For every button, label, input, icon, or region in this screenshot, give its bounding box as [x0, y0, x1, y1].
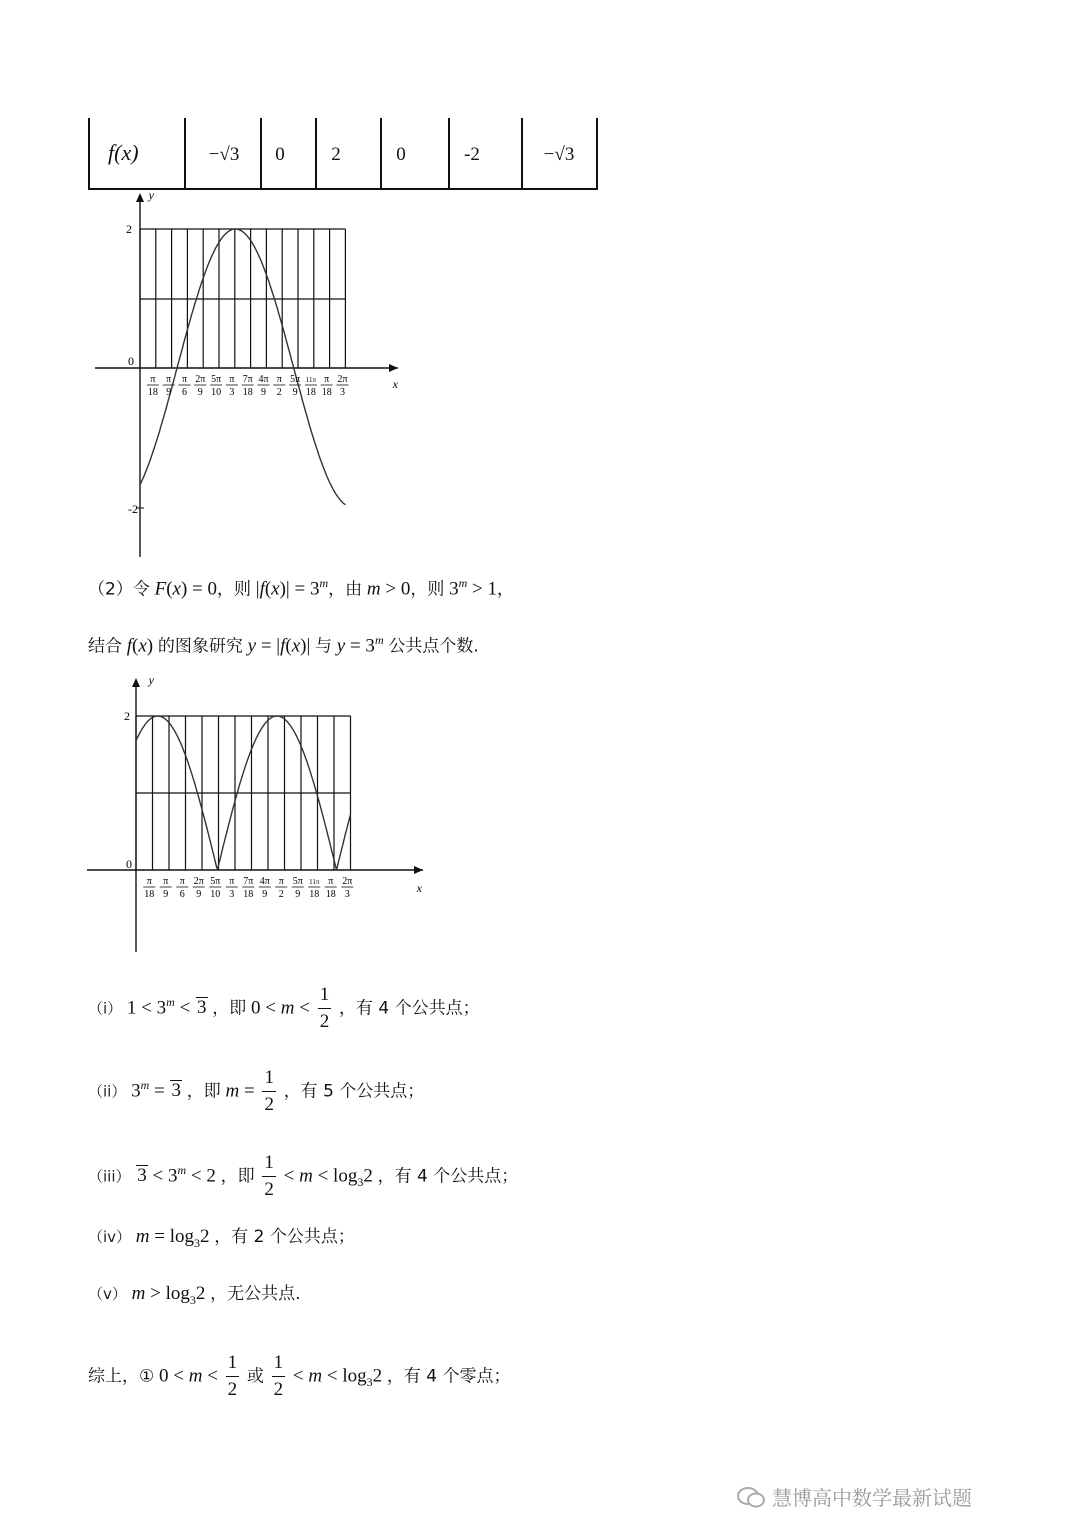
x-tick-denominator: 18	[243, 889, 254, 900]
graph-lines	[87, 680, 423, 952]
x-tick-numerator: π	[229, 374, 235, 385]
x-tick-numerator: 4π	[258, 374, 269, 385]
x-tick-numerator: 4π	[259, 876, 270, 887]
x-tick-denominator: 18	[325, 889, 336, 900]
x-tick-numerator: 7π	[243, 876, 254, 887]
x-arrow	[389, 364, 398, 372]
x-tick-denominator: 2	[276, 387, 282, 398]
x-tick-denominator: 18	[321, 387, 332, 398]
case-iii: （iii） $3 < 3^m < 2$ ，即 $\frac{1}{2}$ < $m < \log_32$ ，有 4 个公共点；	[88, 1152, 519, 1200]
table-cell: 0	[396, 144, 406, 165]
x-tick-numerator: π	[150, 374, 156, 385]
value-table	[86, 118, 601, 192]
y-tick-2: 2	[124, 709, 130, 723]
case-v: （v） $m > \log_32$ ，无公共点.	[88, 1283, 301, 1307]
part2-line: （2）令 F(x) = 0，则 $|f(x)| = 3^m$，由 m > 0，则 $3^m > 1$，	[88, 576, 514, 600]
x-tick-numerator: 5π	[292, 876, 303, 887]
summary-line: 综上，① 0 < m < $\frac{1}{2}$ 或 $\frac{1}{2}$ < $m < \log_32$ ，有 4 个零点；	[88, 1352, 511, 1400]
sine-graph	[80, 185, 420, 565]
x-tick-denominator: 3	[340, 387, 345, 398]
x-tick-numerator: 5π	[290, 374, 301, 385]
x-tick-numerator: 7π	[242, 374, 253, 385]
y-tick-neg2: -2	[128, 502, 138, 516]
case-i: （i） $1 < 3^m < 3$ ，即 0 < m < $\frac{1}{2}$ ，有 4 个公共点；	[88, 984, 480, 1032]
x-tick-numerator: π	[181, 374, 188, 385]
x-tick-numerator: 11π	[305, 376, 317, 384]
x-tick-denominator: 18	[242, 387, 253, 398]
x-tick-denominator: 9	[262, 889, 268, 900]
y-tick-0: 0	[128, 354, 134, 368]
x-tick-numerator: π	[179, 876, 185, 887]
x-tick-numerator: π	[278, 876, 284, 887]
x-tick-numerator: π	[229, 876, 235, 887]
x-tick-numerator: π	[146, 876, 152, 887]
x-tick-denominator: 9	[295, 889, 301, 900]
x-tick-numerator: 2π	[195, 374, 206, 385]
x-tick-denominator: 3	[229, 889, 235, 900]
x-tick-numerator: 2π	[337, 374, 348, 385]
x-tick-numerator: π	[163, 876, 169, 887]
x-tick-denominator: 9	[166, 387, 172, 398]
x-tick-denominator: 18	[147, 387, 158, 398]
table-cell: 0	[275, 144, 285, 165]
table-cell: −√3	[208, 144, 240, 165]
y-tick-2: 2	[126, 222, 132, 236]
x-tick-numerator: π	[166, 374, 172, 385]
abs-sine-graph	[80, 670, 440, 955]
x-tick-numerator: 5π	[211, 374, 222, 385]
x-tick-denominator: 10	[210, 889, 221, 900]
x-tick-numerator: 2π	[193, 876, 204, 887]
x-tick-denominator: 18	[144, 889, 155, 900]
x-tick-numerator: 5π	[210, 876, 221, 887]
x-tick-numerator: 2π	[342, 876, 353, 887]
y-axis-label: y	[148, 188, 154, 202]
x-axis-label: x	[416, 881, 422, 895]
wechat-icon	[736, 1485, 766, 1509]
table-cell: −√3	[543, 144, 575, 165]
x-tick-denominator: 18	[305, 387, 316, 398]
x-arrow	[414, 866, 423, 874]
table-cell: -2	[464, 144, 480, 165]
x-tick-denominator: 3	[344, 889, 350, 900]
y-arrow	[136, 193, 144, 202]
case-ii: （ii） $3^m = 3$ ，即 m = $\frac{1}{2}$ ，有 5 个公共点；	[88, 1067, 425, 1115]
y-arrow	[132, 678, 140, 687]
x-tick-denominator: 6	[179, 889, 185, 900]
table-row-label: f(x)	[108, 140, 139, 165]
x-tick-denominator: 2	[278, 889, 284, 900]
x-tick-denominator: 9	[196, 889, 202, 900]
combine-line: 结合 f(x) 的图象研究 y = |f(x)| 与 $y = 3^m$ 公共点个数.	[88, 633, 479, 657]
x-tick-denominator: 10	[211, 387, 222, 398]
y-axis-label: y	[148, 673, 154, 687]
x-tick-denominator: 9	[261, 387, 266, 398]
x-tick-numerator: 11π	[309, 878, 320, 886]
x-tick-denominator: 6	[182, 387, 187, 398]
watermark: 慧博高中数学最新试题	[736, 1482, 972, 1511]
x-tick-numerator: π	[276, 374, 282, 385]
case-iv: （iv） $m = \log_32$ ，有 2 个公共点；	[88, 1226, 355, 1250]
x-tick-denominator: 9	[292, 387, 298, 398]
x-tick-denominator: 9	[163, 889, 169, 900]
x-tick-denominator: 9	[197, 387, 203, 398]
y-tick-0: 0	[126, 857, 132, 871]
x-tick-numerator: π	[328, 876, 334, 887]
x-axis-label: x	[392, 377, 398, 391]
x-tick-denominator: 18	[309, 889, 320, 900]
function-curve	[140, 229, 348, 505]
x-tick-denominator: 3	[229, 387, 235, 398]
table-cell: 2	[331, 144, 341, 165]
x-tick-numerator: π	[324, 374, 330, 385]
